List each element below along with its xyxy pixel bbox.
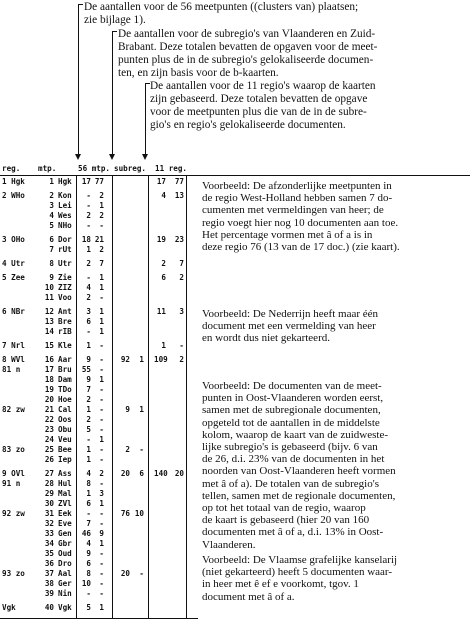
cell-reg: 92 zw: [2, 509, 25, 518]
cell-e2: 2: [179, 355, 184, 364]
cell-v2: 77: [94, 177, 104, 186]
cell-mtp: Dro: [58, 559, 72, 568]
cell-mtp: Wes: [58, 211, 72, 220]
cell-num: 37: [44, 569, 54, 578]
cell-v1: 5: [86, 425, 91, 434]
cell-v1: 10: [81, 579, 91, 588]
cell-s2: 1: [139, 355, 144, 364]
note-56-line2: zie bijlage 1).: [84, 14, 146, 26]
example-oost-vlaanderen: [202, 380, 396, 551]
example-line: op tot het totaal van de regio, waarop: [202, 502, 366, 515]
cell-mtp: Hgk: [58, 177, 72, 186]
cell-v2: 1: [99, 603, 104, 612]
example-line: de regio West-Holland hebben samen 7 do-: [202, 192, 393, 205]
cell-num: 32: [44, 519, 54, 528]
cell-v2: 1: [99, 283, 104, 292]
cell-mtp: Cal: [58, 405, 72, 414]
cell-mtp: Eek: [58, 509, 72, 518]
cell-v1: 6: [86, 559, 91, 568]
example-west-holland: [202, 180, 400, 253]
cell-num: 11: [44, 293, 54, 302]
cell-v2: -: [99, 415, 104, 424]
cell-v2: 2: [99, 211, 104, 220]
cell-v2: -: [99, 589, 104, 598]
cell-v1: 5: [86, 603, 91, 612]
cell-reg: 4 Utr: [2, 259, 25, 268]
cell-num: 26: [44, 455, 54, 464]
cell-v2: -: [99, 293, 104, 302]
cell-e1: 109: [154, 355, 168, 364]
arrow-head-56: [75, 154, 81, 160]
cell-v1: 8: [86, 479, 91, 488]
cell-v2: 2: [99, 191, 104, 200]
cell-mtp: Gbr: [58, 539, 72, 548]
cell-mtp: Iep: [58, 455, 72, 464]
cell-num: 17: [44, 365, 54, 374]
cell-v1: 8: [86, 569, 91, 578]
cell-v1: 1: [86, 445, 91, 454]
cell-v2: 1: [99, 317, 104, 326]
cell-v1: -: [86, 435, 91, 444]
cell-v2: 1: [99, 273, 104, 282]
cell-num: 27: [44, 469, 54, 478]
cell-num: 20: [44, 395, 54, 404]
cell-reg: Vgk: [2, 603, 16, 612]
header-mtp: mtp.: [38, 164, 57, 173]
cell-mtp: Obu: [58, 425, 72, 434]
cell-num: 12: [44, 307, 54, 316]
cell-num: 9: [49, 273, 54, 282]
cell-num: 8: [49, 259, 54, 268]
example-line: in heer met ê ef e voorkomt, tgov. 1: [202, 578, 359, 591]
cell-e1: 4: [161, 191, 166, 200]
cell-v1: 2: [86, 259, 91, 268]
cell-v2: -: [99, 445, 104, 454]
cell-e1: 11: [156, 307, 166, 316]
cell-reg: 91 n: [2, 479, 21, 488]
arrow-line-56: [78, 4, 79, 156]
cell-v1: 1: [86, 245, 91, 254]
cell-v2: 9: [99, 529, 104, 538]
cell-v2: 1: [99, 201, 104, 210]
cell-v1: 1: [86, 341, 91, 350]
table-rule-end: [186, 175, 187, 619]
example-line: cumenten met vermeldingen van heer; de: [202, 204, 384, 217]
example-line: Voorbeeld: De afzonderlijke meetpunten in: [202, 180, 392, 192]
header-reg: reg.: [2, 164, 21, 173]
cell-mtp: Bee: [58, 445, 72, 454]
cell-reg: 9 OVl: [2, 469, 25, 478]
cell-v1: -: [86, 327, 91, 336]
cell-num: 34: [44, 539, 54, 548]
cell-v1: 46: [81, 529, 91, 538]
cell-v2: -: [99, 355, 104, 364]
cell-num: 4: [49, 211, 54, 220]
cell-s2: 6: [139, 469, 144, 478]
cell-num: 3: [49, 201, 54, 210]
cell-e2: 20: [174, 469, 184, 478]
cell-v1: 6: [86, 499, 91, 508]
cell-num: 21: [44, 405, 54, 414]
cell-v1: -: [86, 221, 91, 230]
cell-v1: 4: [86, 539, 91, 548]
cell-num: 36: [44, 559, 54, 568]
cell-v1: 7: [86, 385, 91, 394]
cell-v2: 2: [99, 245, 104, 254]
cell-e1: 19: [156, 235, 166, 244]
cell-e2: 3: [179, 307, 184, 316]
example-line: regio voegt hier nog 10 documenten aan toe.: [202, 216, 399, 229]
example-line: kolom, waarop de kaart van de zuidweste-: [202, 428, 389, 441]
cell-v2: -: [99, 425, 104, 434]
cell-s2: 10: [134, 509, 144, 518]
cell-num: 16: [44, 355, 54, 364]
cell-num: 15: [44, 341, 54, 350]
cell-v2: -: [99, 221, 104, 230]
cell-v2: -: [99, 509, 104, 518]
example-line: Voorbeeld: De Nederrijn heeft maar één: [202, 308, 379, 320]
cell-num: 1: [49, 177, 54, 186]
cell-v2: 1: [99, 539, 104, 548]
cell-e2: 13: [174, 191, 184, 200]
cell-mtp: Nin: [58, 589, 72, 598]
cell-e2: 23: [174, 235, 184, 244]
cell-e2: 77: [174, 177, 184, 186]
cell-num: 24: [44, 435, 54, 444]
example-line: noorden van Oost-Vlaanderen heeft vormen: [202, 465, 396, 478]
example-line: samen met de subregionale documenten,: [202, 404, 381, 417]
cell-e2: 7: [179, 259, 184, 268]
cell-v2: 2: [99, 469, 104, 478]
cell-v1: 7: [86, 519, 91, 528]
cell-reg: 1 Hgk: [2, 177, 25, 186]
cell-mtp: Ant: [58, 307, 72, 316]
example-line: punten in Oost-Vlaanderen worden eerst,: [202, 392, 384, 405]
cell-v1: 9: [86, 375, 91, 384]
cell-v2: -: [99, 395, 104, 404]
cell-s1: 76: [120, 509, 130, 518]
table-rule-56: [76, 175, 77, 619]
cell-mtp: Utr: [58, 259, 72, 268]
table-rule-sub: [112, 175, 113, 619]
cell-mtp: ZIZ: [58, 283, 72, 292]
cell-mtp: Oud: [58, 549, 72, 558]
cell-v1: -: [86, 201, 91, 210]
cell-s1: 20: [120, 469, 130, 478]
cell-num: 13: [44, 317, 54, 326]
cell-v2: -: [99, 519, 104, 528]
cell-v2: -: [99, 569, 104, 578]
cell-v2: 3: [99, 489, 104, 498]
cell-e1: 1: [161, 341, 166, 350]
cell-v1: 9: [86, 549, 91, 558]
example-line: document met â of a.: [202, 590, 295, 603]
cell-num: 39: [44, 589, 54, 598]
example-line: de kaart is gebaseerd (hier 20 van 160: [202, 514, 370, 527]
cell-mtp: Hul: [58, 479, 72, 488]
cell-reg: 5 Zee: [2, 273, 25, 282]
cell-mtp: TDo: [58, 385, 72, 394]
cell-num: 38: [44, 579, 54, 588]
note-sub-line2: Brabant. Deze totalen bevatten de opgaven voor de meet-: [118, 41, 378, 53]
cell-mtp: Mal: [58, 489, 72, 498]
cell-num: 18: [44, 375, 54, 384]
cell-s1: 9: [125, 405, 130, 414]
cell-v2: -: [99, 479, 104, 488]
cell-v1: 18: [81, 235, 91, 244]
cell-num: 35: [44, 549, 54, 558]
header-subreg: subreg.: [114, 164, 147, 173]
example-nederrijn: [202, 308, 378, 345]
arrow-tick-56: [78, 4, 83, 5]
cell-mtp: Ass: [58, 469, 72, 478]
cell-e1: 140: [154, 469, 168, 478]
table-rule-reg: [148, 175, 149, 619]
cell-v2: 1: [99, 375, 104, 384]
example-line: en wordt dus niet gekarteerd.: [202, 332, 330, 345]
cell-v2: 1: [99, 327, 104, 336]
cell-mtp: Kle: [58, 341, 72, 350]
cell-num: 10: [44, 283, 54, 292]
example-line: de 26, d.i. 23% van de documenten in het: [202, 453, 385, 466]
note-reg-line3: voor de meetpunten plus die van de in de subre-: [150, 106, 367, 118]
cell-reg: 93 zo: [2, 569, 25, 578]
cell-mtp: rIB: [58, 327, 72, 336]
table-bottom-rule: [0, 618, 198, 619]
example-line: Voorbeeld: De documenten van de meet-: [202, 380, 382, 392]
cell-v1: -: [86, 589, 91, 598]
example-line: document met een vermelding van heer: [202, 320, 376, 333]
cell-reg: 2 WHo: [2, 191, 25, 200]
cell-v2: -: [99, 365, 104, 374]
cell-v2: 21: [94, 235, 104, 244]
cell-v2: -: [99, 385, 104, 394]
cell-reg: 82 zw: [2, 405, 25, 414]
cell-v2: 1: [99, 499, 104, 508]
example-grafelijke-kanselarij: [202, 554, 397, 603]
cell-reg: 3 OHo: [2, 235, 25, 244]
cell-num: 31: [44, 509, 54, 518]
note-sub-line4: ten, en zijn basis voor de b-kaarten.: [118, 67, 279, 79]
cell-v2: -: [99, 549, 104, 558]
cell-v2: 1: [99, 307, 104, 316]
cell-v1: -: [86, 509, 91, 518]
arrow-head-sub: [109, 154, 115, 160]
cell-num: 22: [44, 415, 54, 424]
cell-s2: -: [139, 569, 144, 578]
note-56-line1: De aantallen voor de 56 meetpunten ((clusters van) plaatsen;: [84, 1, 359, 13]
cell-v1: -: [86, 273, 91, 282]
cell-mtp: Vgk: [58, 603, 72, 612]
cell-reg: 8 WVl: [2, 355, 25, 364]
cell-num: 7: [49, 245, 54, 254]
cell-num: 23: [44, 425, 54, 434]
cell-mtp: rUt: [58, 245, 72, 254]
note-sub-line1: De aantallen voor de subregio's van Vlaanderen en Zuid-: [118, 28, 376, 40]
cell-mtp: Kon: [58, 191, 72, 200]
header-11reg: 11 reg.: [155, 164, 188, 173]
cell-v2: -: [99, 405, 104, 414]
arrow-head-reg: [142, 154, 148, 160]
cell-reg: 81 n: [2, 365, 21, 374]
cell-mtp: Aar: [58, 355, 72, 364]
cell-v1: 2: [86, 293, 91, 302]
cell-num: 33: [44, 529, 54, 538]
note-reg-line1: De aantallen voor de 11 regio's waarop de kaarten: [150, 80, 376, 92]
divider-line: [192, 175, 470, 176]
cell-v1: 9: [86, 355, 91, 364]
cell-v1: -: [86, 191, 91, 200]
cell-v1: 1: [86, 405, 91, 414]
cell-v2: -: [99, 341, 104, 350]
cell-v1: 3: [86, 307, 91, 316]
cell-num: 40: [44, 603, 54, 612]
cell-mtp: Oos: [58, 415, 72, 424]
example-line: (niet gekarteerd) heeft 5 documenten waar-: [202, 566, 393, 579]
cell-mtp: Gen: [58, 529, 72, 538]
cell-mtp: Lei: [58, 201, 72, 210]
cell-s1: 92: [120, 355, 130, 364]
cell-reg: 6 NBr: [2, 307, 25, 316]
cell-v1: 2: [86, 415, 91, 424]
cell-num: 19: [44, 385, 54, 394]
cell-num: 30: [44, 499, 54, 508]
cell-mtp: ZVl: [58, 499, 72, 508]
cell-e1: 17: [156, 177, 166, 186]
header-56mtp: 56 mtp.: [78, 164, 111, 173]
cell-e1: 2: [161, 259, 166, 268]
cell-num: 5: [49, 221, 54, 230]
cell-v1: 6: [86, 317, 91, 326]
cell-s2: 1: [139, 405, 144, 414]
cell-num: 2: [49, 191, 54, 200]
arrow-line-sub: [112, 31, 113, 156]
cell-mtp: Aal: [58, 569, 72, 578]
note-reg-line4: gio's en regio's gelokaliseerde documenten.: [150, 119, 346, 131]
arrow-tick-sub: [112, 31, 117, 32]
cell-v1: 2: [86, 211, 91, 220]
cell-s1: 20: [120, 569, 130, 578]
cell-mtp: Dam: [58, 375, 72, 384]
example-line: documenten met â of a, d.i. 13% in Oost-: [202, 526, 384, 539]
cell-num: 29: [44, 489, 54, 498]
cell-mtp: Hoe: [58, 395, 72, 404]
cell-num: 6: [49, 235, 54, 244]
example-line: deze regio 76 (13 van de 17 doc.) (zie kaart).: [202, 241, 400, 254]
cell-v2: 1: [99, 435, 104, 444]
cell-v1: 17: [81, 177, 91, 186]
cell-mtp: NHo: [58, 221, 72, 230]
example-line: Vlaanderen.: [202, 538, 256, 551]
cell-reg: 7 Nrl: [2, 341, 25, 350]
example-line: Het percentage vormen met â of a is in: [202, 228, 373, 241]
cell-v1: 4: [86, 283, 91, 292]
cell-mtp: Voo: [58, 293, 72, 302]
example-line: tellen, samen met de regionale documenten,: [202, 489, 396, 502]
cell-v1: 1: [86, 489, 91, 498]
cell-v1: 2: [86, 395, 91, 404]
arrow-line-reg: [145, 83, 146, 156]
cell-reg: 83 zo: [2, 445, 25, 454]
example-line: opgeteld tot de aantallen in de middelste: [202, 416, 380, 429]
cell-v2: -: [99, 559, 104, 568]
note-sub-line3: punten plus de in de subregio's gelokaliseerde documen-: [118, 54, 374, 66]
cell-mtp: Ger: [58, 579, 72, 588]
example-line: Voorbeeld: De Vlaamse grafelijke kanselarij: [202, 554, 398, 566]
cell-s1: 2: [125, 445, 130, 454]
cell-mtp: Bru: [58, 365, 72, 374]
cell-num: 28: [44, 479, 54, 488]
arrow-tick-reg: [145, 83, 150, 84]
cell-num: 14: [44, 327, 54, 336]
example-line: met â of a). De totalen van de subregio's: [202, 477, 380, 490]
cell-mtp: Zie: [58, 273, 72, 282]
cell-v1: 1: [86, 455, 91, 464]
cell-e2: 2: [179, 273, 184, 282]
cell-num: 25: [44, 445, 54, 454]
cell-mtp: Eve: [58, 519, 72, 528]
cell-mtp: Veu: [58, 435, 72, 444]
cell-v2: -: [99, 579, 104, 588]
cell-e2: -: [179, 341, 184, 350]
cell-v2: -: [99, 455, 104, 464]
cell-v2: 7: [99, 259, 104, 268]
cell-s2: -: [139, 445, 144, 454]
cell-mtp: Dor: [58, 235, 72, 244]
cell-e1: 6: [161, 273, 166, 282]
cell-mtp: Bre: [58, 317, 72, 326]
cell-v1: 55: [81, 365, 91, 374]
table-top-rule: [0, 175, 198, 176]
note-reg-line2: zijn gebaseerd. Deze totalen bevatten de opgave: [150, 93, 368, 105]
cell-v1: 4: [86, 469, 91, 478]
example-line: lijke subregio's is gebaseerd (bijv. 6 van: [202, 441, 378, 454]
